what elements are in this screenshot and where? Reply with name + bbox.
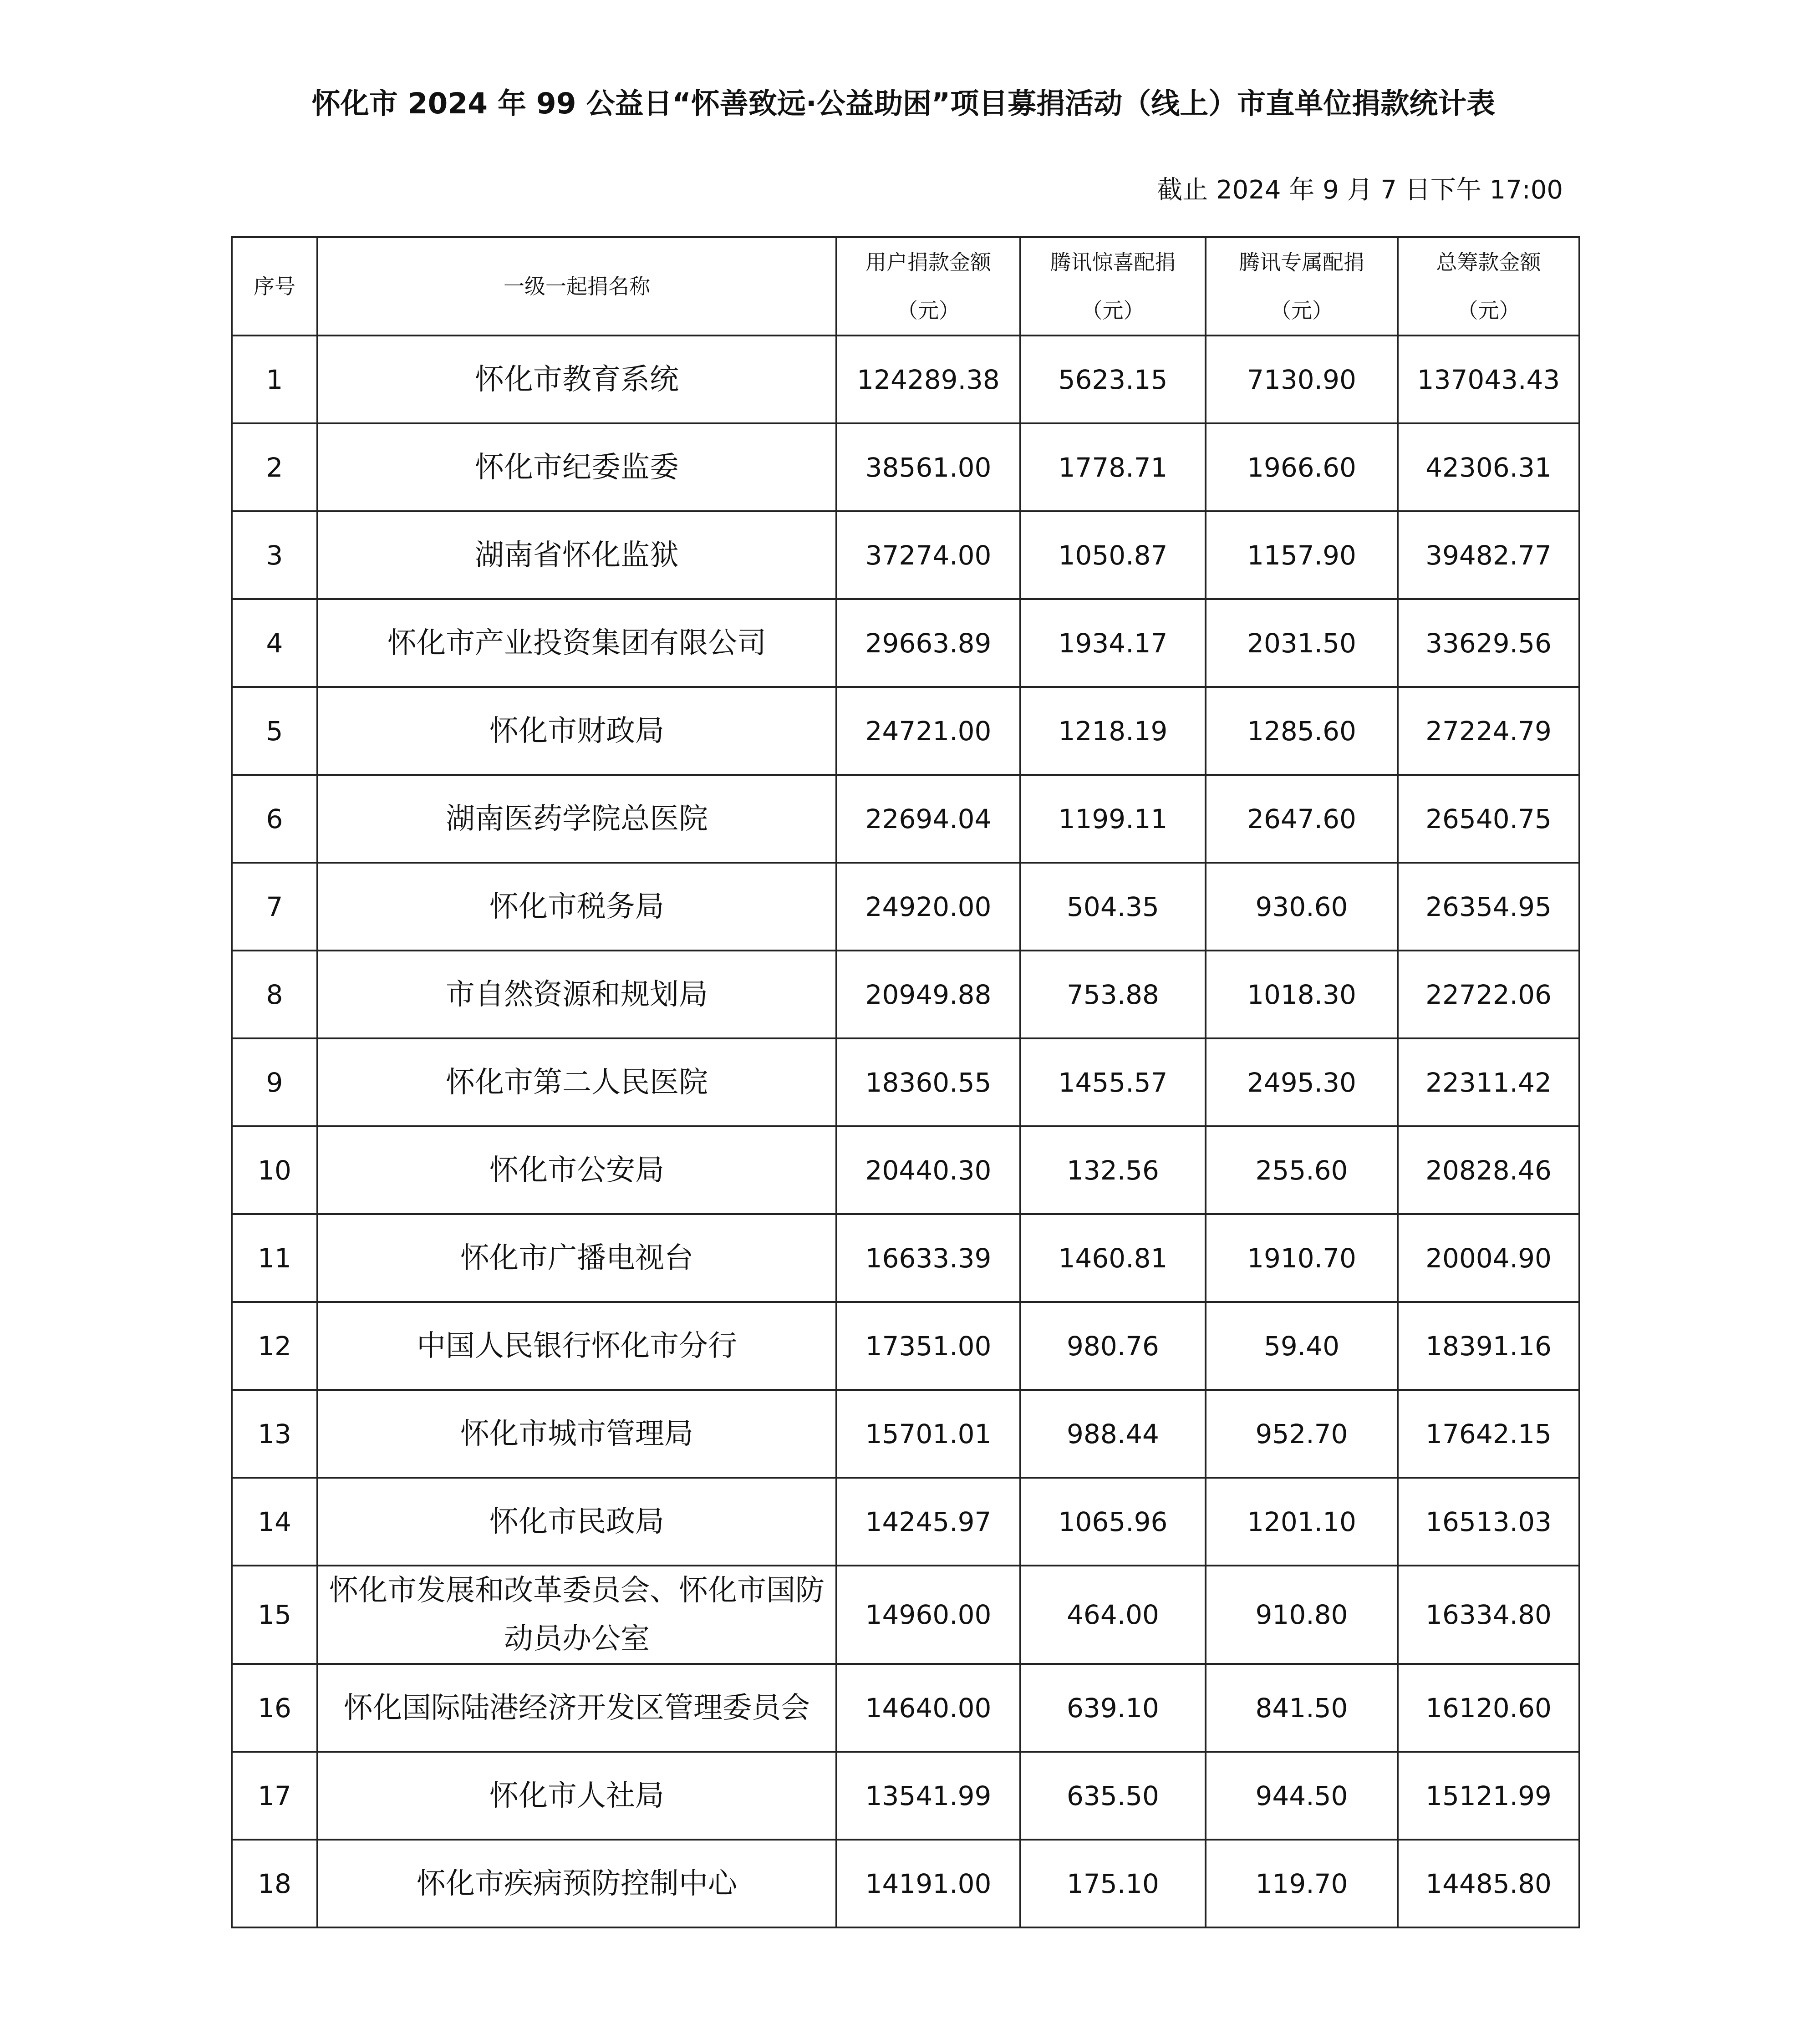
cell-fundraiser-name: 怀化市纪委监委 — [317, 423, 836, 511]
cell-total-raised: 20004.90 — [1398, 1214, 1579, 1302]
donation-statistics-table — [231, 236, 1580, 1928]
header-tencent-surprise-match — [1020, 237, 1206, 336]
cell-serial-number: 10 — [232, 1126, 317, 1214]
cell-surprise-match: 5623.15 — [1020, 336, 1206, 423]
table-row — [232, 687, 1579, 775]
cell-user-donation: 14191.00 — [836, 1840, 1020, 1927]
cell-fundraiser-name: 怀化市财政局 — [317, 687, 836, 775]
cell-serial-number: 5 — [232, 687, 317, 775]
cell-user-donation: 17351.00 — [836, 1302, 1020, 1390]
header-unit: （元） — [897, 298, 960, 323]
cell-user-donation: 14640.00 — [836, 1664, 1020, 1752]
cell-serial-number: 9 — [232, 1038, 317, 1126]
cell-exclusive-match: 2031.50 — [1206, 599, 1398, 687]
cell-fundraiser-name: 怀化市广播电视台 — [317, 1214, 836, 1302]
cell-user-donation: 20949.88 — [836, 951, 1020, 1038]
cell-serial-number: 11 — [232, 1214, 317, 1302]
cell-surprise-match: 639.10 — [1020, 1664, 1206, 1752]
table-row — [232, 1478, 1579, 1566]
cell-total-raised: 42306.31 — [1398, 423, 1579, 511]
cell-total-raised: 20828.46 — [1398, 1126, 1579, 1214]
cell-exclusive-match: 1285.60 — [1206, 687, 1398, 775]
cell-exclusive-match: 2647.60 — [1206, 775, 1398, 863]
table-row — [232, 1214, 1579, 1302]
cell-user-donation: 20440.30 — [836, 1126, 1020, 1214]
cell-fundraiser-name: 湖南省怀化监狱 — [317, 511, 836, 599]
cell-fundraiser-name: 怀化市人社局 — [317, 1752, 836, 1840]
table-row — [232, 1566, 1579, 1664]
cell-user-donation: 22694.04 — [836, 775, 1020, 863]
cell-total-raised: 137043.43 — [1398, 336, 1579, 423]
table-row — [232, 951, 1579, 1038]
cell-exclusive-match: 255.60 — [1206, 1126, 1398, 1214]
cell-surprise-match: 1199.11 — [1020, 775, 1206, 863]
cell-surprise-match: 504.35 — [1020, 863, 1206, 951]
cell-exclusive-match: 930.60 — [1206, 863, 1398, 951]
cell-surprise-match: 1934.17 — [1020, 599, 1206, 687]
header-serial-number — [232, 237, 317, 336]
cell-total-raised: 18391.16 — [1398, 1302, 1579, 1390]
cell-serial-number: 8 — [232, 951, 317, 1038]
table-row — [232, 1664, 1579, 1752]
table-row — [232, 1302, 1579, 1390]
table-row — [232, 1752, 1579, 1840]
cell-exclusive-match: 841.50 — [1206, 1664, 1398, 1752]
cell-total-raised: 26540.75 — [1398, 775, 1579, 863]
cell-serial-number: 7 — [232, 863, 317, 951]
header-label: 用户捐款金额 — [865, 250, 991, 275]
cell-surprise-match: 1050.87 — [1020, 511, 1206, 599]
cell-exclusive-match: 1201.10 — [1206, 1478, 1398, 1566]
header-label: 总筹款金额 — [1436, 250, 1541, 275]
cell-fundraiser-name: 怀化市第二人民医院 — [317, 1038, 836, 1126]
cell-surprise-match: 1218.19 — [1020, 687, 1206, 775]
cell-user-donation: 24721.00 — [836, 687, 1020, 775]
cell-user-donation: 24920.00 — [836, 863, 1020, 951]
cell-surprise-match: 988.44 — [1020, 1390, 1206, 1478]
cell-surprise-match: 132.56 — [1020, 1126, 1206, 1214]
cell-user-donation: 29663.89 — [836, 599, 1020, 687]
cell-total-raised: 16334.80 — [1398, 1566, 1579, 1664]
cell-surprise-match: 980.76 — [1020, 1302, 1206, 1390]
cell-serial-number: 18 — [232, 1840, 317, 1927]
cell-user-donation: 18360.55 — [836, 1038, 1020, 1126]
header-fundraiser-name — [317, 237, 836, 336]
cell-surprise-match: 1460.81 — [1020, 1214, 1206, 1302]
cutoff-time: 截止 2024 年 9 月 7 日下午 17:00 — [1157, 175, 1563, 205]
cell-fundraiser-name: 湖南医药学院总医院 — [317, 775, 836, 863]
cell-surprise-match: 635.50 — [1020, 1752, 1206, 1840]
cell-serial-number: 6 — [232, 775, 317, 863]
cell-exclusive-match: 59.40 — [1206, 1302, 1398, 1390]
cell-total-raised: 33629.56 — [1398, 599, 1579, 687]
cell-total-raised: 22311.42 — [1398, 1038, 1579, 1126]
cell-user-donation: 124289.38 — [836, 336, 1020, 423]
cell-fundraiser-name: 怀化市税务局 — [317, 863, 836, 951]
header-user-donation — [836, 237, 1020, 336]
cell-fundraiser-name: 怀化市产业投资集团有限公司 — [317, 599, 836, 687]
cell-surprise-match: 753.88 — [1020, 951, 1206, 1038]
cell-total-raised: 16513.03 — [1398, 1478, 1579, 1566]
cell-total-raised: 39482.77 — [1398, 511, 1579, 599]
cell-serial-number: 1 — [232, 336, 317, 423]
cell-serial-number: 3 — [232, 511, 317, 599]
cell-serial-number: 12 — [232, 1302, 317, 1390]
cell-fundraiser-name: 怀化市民政局 — [317, 1478, 836, 1566]
cell-surprise-match: 1455.57 — [1020, 1038, 1206, 1126]
cell-serial-number: 2 — [232, 423, 317, 511]
cell-serial-number: 17 — [232, 1752, 317, 1840]
table-row — [232, 1840, 1579, 1927]
cell-exclusive-match: 119.70 — [1206, 1840, 1398, 1927]
cell-serial-number: 13 — [232, 1390, 317, 1478]
cell-exclusive-match: 1966.60 — [1206, 423, 1398, 511]
table-header-row — [232, 237, 1579, 336]
cell-surprise-match: 1778.71 — [1020, 423, 1206, 511]
cell-serial-number: 4 — [232, 599, 317, 687]
cell-fundraiser-name: 怀化市疾病预防控制中心 — [317, 1840, 836, 1927]
cell-fundraiser-name: 怀化市发展和改革委员会、怀化市国防动员办公室 — [317, 1566, 836, 1664]
table-row — [232, 336, 1579, 423]
cell-user-donation: 16633.39 — [836, 1214, 1020, 1302]
cell-serial-number: 15 — [232, 1566, 317, 1664]
header-label: 序号 — [254, 274, 295, 299]
cell-total-raised: 22722.06 — [1398, 951, 1579, 1038]
header-unit: （元） — [1457, 298, 1520, 323]
cell-total-raised: 15121.99 — [1398, 1752, 1579, 1840]
cell-exclusive-match: 1157.90 — [1206, 511, 1398, 599]
table-row — [232, 423, 1579, 511]
cell-exclusive-match: 7130.90 — [1206, 336, 1398, 423]
cell-total-raised: 16120.60 — [1398, 1664, 1579, 1752]
cell-exclusive-match: 910.80 — [1206, 1566, 1398, 1664]
cell-user-donation: 15701.01 — [836, 1390, 1020, 1478]
cell-total-raised: 27224.79 — [1398, 687, 1579, 775]
cell-fundraiser-name: 怀化市城市管理局 — [317, 1390, 836, 1478]
cell-surprise-match: 1065.96 — [1020, 1478, 1206, 1566]
cell-fundraiser-name: 怀化市教育系统 — [317, 336, 836, 423]
cell-surprise-match: 175.10 — [1020, 1840, 1206, 1927]
cell-surprise-match: 464.00 — [1020, 1566, 1206, 1664]
cell-exclusive-match: 1018.30 — [1206, 951, 1398, 1038]
header-total-raised — [1398, 237, 1579, 336]
table-row — [232, 1390, 1579, 1478]
table-row — [232, 1126, 1579, 1214]
table-row — [232, 775, 1579, 863]
header-label: 腾讯惊喜配捐 — [1050, 250, 1176, 275]
cell-exclusive-match: 944.50 — [1206, 1752, 1398, 1840]
cell-user-donation: 14245.97 — [836, 1478, 1020, 1566]
header-unit: （元） — [1081, 298, 1145, 323]
header-tencent-exclusive-match — [1206, 237, 1398, 336]
cell-fundraiser-name: 怀化市公安局 — [317, 1126, 836, 1214]
cell-serial-number: 16 — [232, 1664, 317, 1752]
cell-exclusive-match: 1910.70 — [1206, 1214, 1398, 1302]
cell-exclusive-match: 952.70 — [1206, 1390, 1398, 1478]
cell-user-donation: 13541.99 — [836, 1752, 1020, 1840]
cell-total-raised: 26354.95 — [1398, 863, 1579, 951]
cell-fundraiser-name: 中国人民银行怀化市分行 — [317, 1302, 836, 1390]
cell-user-donation: 14960.00 — [836, 1566, 1020, 1664]
cell-total-raised: 17642.15 — [1398, 1390, 1579, 1478]
cell-user-donation: 37274.00 — [836, 511, 1020, 599]
document-title: 怀化市 2024 年 99 公益日“怀善致远·公益助困”项目募捐活动（线上）市直单位捐款统计表 — [311, 87, 1496, 120]
cell-serial-number: 14 — [232, 1478, 317, 1566]
header-unit: （元） — [1270, 298, 1333, 323]
cell-exclusive-match: 2495.30 — [1206, 1038, 1398, 1126]
table-row — [232, 863, 1579, 951]
cell-total-raised: 14485.80 — [1398, 1840, 1579, 1927]
header-label: 腾讯专属配捐 — [1239, 250, 1364, 275]
table-row — [232, 599, 1579, 687]
cell-fundraiser-name: 怀化国际陆港经济开发区管理委员会 — [317, 1664, 836, 1752]
cell-fundraiser-name: 市自然资源和规划局 — [317, 951, 836, 1038]
table-row — [232, 1038, 1579, 1126]
header-label: 一级一起捐名称 — [504, 274, 650, 299]
table-row — [232, 511, 1579, 599]
cell-user-donation: 38561.00 — [836, 423, 1020, 511]
